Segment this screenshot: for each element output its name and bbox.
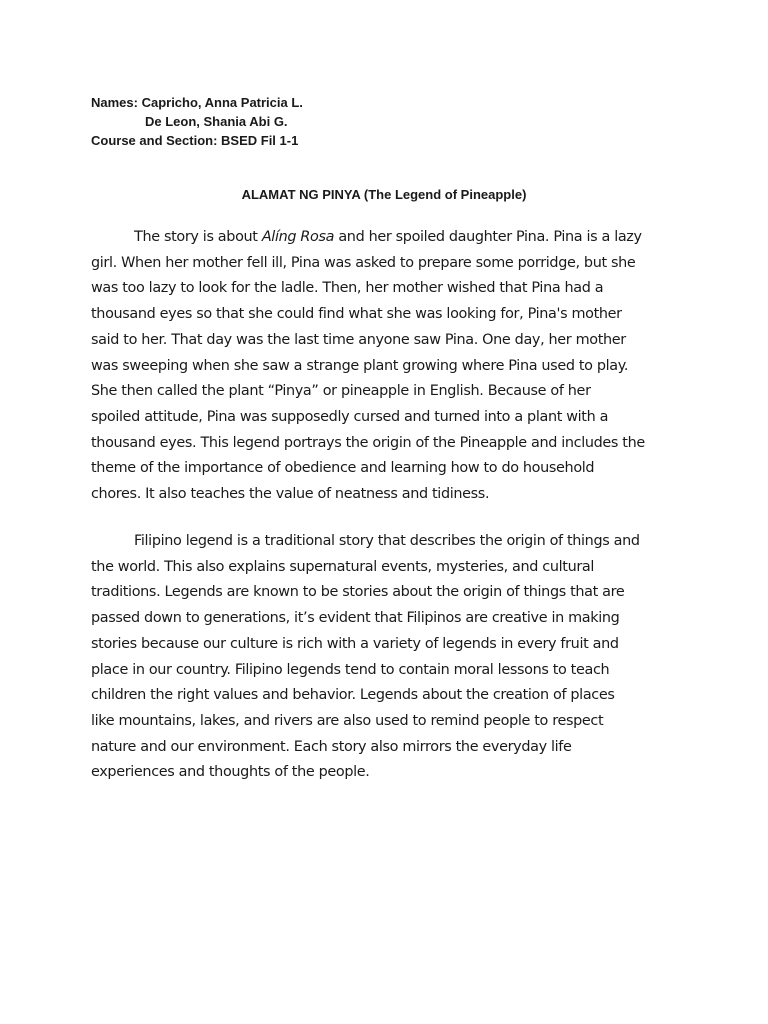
names-line: Names: Capricho, Anna Patricia L. [91, 95, 303, 110]
paragraph-line: spoiled attitude, Pina was supposedly cursed and turned into a plant with a [91, 408, 609, 425]
paragraph-line: was sweeping when she saw a strange plant growing where Pina used to play. [91, 357, 629, 374]
document-title: ALAMAT NG PINYA (The Legend of Pineapple) [241, 187, 527, 202]
paragraph-line: passed down to generations, it’s evident that Filipinos are creative in making [91, 610, 620, 627]
paragraph-line: nature and our environment. Each story also mirrors the everyday life [91, 738, 572, 755]
paragraph-line [91, 225, 677, 251]
names-line-2: De Leon, Shania Abi G. [145, 114, 288, 129]
paragraph-line: experiences and thoughts of the people. [91, 764, 370, 781]
paragraph-line: theme of the importance of obedience and learning how to do household [91, 460, 595, 477]
paragraph-line: thousand eyes so that she could find what she was looking for, Pina's mother [91, 306, 622, 323]
paragraph-line: was too lazy to look for the ladle. Then, her mother wished that Pina had a [91, 280, 604, 297]
paragraph-line: children the right values and behavior. Legends about the creation of places [91, 687, 615, 704]
paragraph-line: like mountains, lakes, and rivers are also used to remind people to respect [91, 712, 604, 729]
paragraph-line: girl. When her mother fell ill, Pina was asked to prepare some porridge, but she [91, 254, 636, 271]
italic-name: Alíng Rosa [261, 229, 335, 245]
paragraph-line: She then called the plant “Pinya” or pineapple in English. Because of her [91, 383, 591, 400]
paragraph-2 [91, 529, 677, 786]
paragraph-line: thousand eyes. This legend portrays the origin of the Pineapple and includes the [91, 434, 645, 451]
author-header [91, 93, 303, 150]
paragraph-line: chores. It also teaches the value of neatness and tidiness. [91, 486, 490, 503]
text-run: and her spoiled daughter Pina. Pina is a lazy [334, 229, 642, 245]
text-run: The story is about [134, 229, 262, 245]
paragraph-line: Filipino legend is a traditional story that describes the origin of things and [134, 533, 640, 549]
paragraph-line: traditions. Legends are known to be stories about the origin of things that are [91, 584, 625, 601]
paragraph-line: the world. This also explains supernatural events, mysteries, and cultural [91, 558, 595, 575]
paragraph-1 [91, 225, 677, 508]
paragraph-line: said to her. That day was the last time anyone saw Pina. One day, her mother [91, 331, 626, 348]
paragraph-line: place in our country. Filipino legends tend to contain moral lessons to teach [91, 661, 610, 678]
paragraph-line: stories because our culture is rich with a variety of legends in every fruit and [91, 635, 619, 652]
course-section-line: Course and Section: BSED Fil 1-1 [91, 133, 299, 148]
